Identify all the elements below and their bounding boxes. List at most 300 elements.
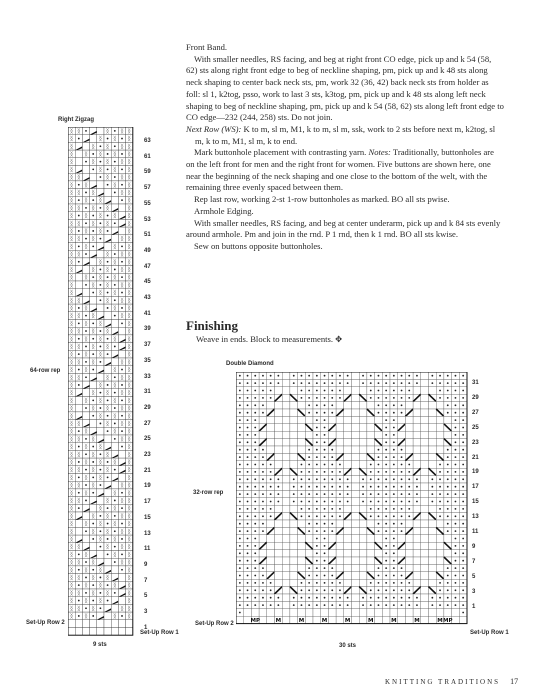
purl-dot (462, 604, 464, 606)
purl-dot (431, 478, 433, 480)
chart-cell (421, 483, 429, 490)
purl-dot (114, 130, 116, 132)
purl-dot (331, 404, 333, 406)
twisted-stitch-symbol: ᛝ (69, 443, 74, 451)
double-diamond-chart (236, 372, 468, 642)
buttonhole-paragraph (186, 147, 504, 194)
twisted-stitch-symbol: ᛝ (112, 613, 117, 620)
purl-dot (324, 404, 326, 406)
chart-cell (421, 520, 429, 527)
purl-dot (262, 582, 264, 584)
chart-cell (352, 476, 360, 483)
purl-dot (347, 375, 349, 377)
purl-dot (114, 515, 116, 517)
row-number: 9 (144, 561, 148, 568)
row-number: 55 (144, 200, 151, 207)
chart-cell (459, 616, 467, 623)
chart-cell (429, 542, 437, 549)
purl-dot (107, 476, 109, 478)
twisted-stitch-symbol: ᛝ (112, 505, 117, 513)
twisted-stitch-symbol: ᛝ (69, 343, 74, 351)
chart-cell (282, 372, 290, 379)
chart-cell (398, 416, 406, 423)
purl-dot (455, 456, 457, 458)
purl-dot (378, 567, 380, 569)
purl-dot (401, 575, 403, 577)
purl-dot (107, 338, 109, 340)
twisted-stitch-symbol: ᛝ (112, 489, 117, 497)
purl-dot (107, 292, 109, 294)
purl-dot (431, 597, 433, 599)
purl-dot (239, 375, 241, 377)
chart-cell (405, 616, 413, 623)
chart-cell (421, 490, 429, 497)
twisted-stitch-symbol: ᛝ (127, 143, 132, 151)
twisted-stitch-symbol: ᛝ (69, 566, 74, 574)
purl-dot (324, 560, 326, 562)
purl-dot (385, 390, 387, 392)
purl-dot (114, 315, 116, 317)
purl-dot (370, 375, 372, 377)
purl-dot (455, 471, 457, 473)
twisted-stitch-symbol: ᛝ (69, 166, 74, 174)
twisted-stitch-symbol: ᛝ (105, 466, 110, 474)
diamond-rep-label: 32-row rep (193, 490, 224, 496)
purl-dot (247, 552, 249, 554)
purl-dot (254, 412, 256, 414)
twisted-stitch-symbol: ᛝ (69, 451, 74, 459)
purl-dot (408, 471, 410, 473)
chart-cell (344, 557, 352, 564)
twisted-stitch-symbol: ᛝ (76, 574, 81, 582)
twisted-stitch-symbol: ᛝ (76, 374, 81, 382)
purl-dot (78, 553, 80, 555)
twisted-stitch-symbol: ᛝ (69, 389, 74, 397)
page-number: 17 (510, 677, 519, 686)
chart-cell (429, 579, 437, 586)
chart-cell (352, 372, 360, 379)
twisted-stitch-symbol: ᛝ (127, 166, 132, 174)
purl-dot (401, 493, 403, 495)
purl-dot (262, 375, 264, 377)
chart-cell (429, 387, 437, 394)
purl-dot (408, 486, 410, 488)
chart-cell (282, 594, 290, 601)
twisted-stitch-symbol: ᛝ (105, 174, 110, 182)
purl-dot (385, 375, 387, 377)
purl-dot (78, 384, 80, 386)
chart-cell (97, 127, 104, 135)
chart-cell (352, 468, 360, 475)
twisted-stitch-symbol: ᛝ (105, 405, 110, 413)
purl-dot (247, 419, 249, 421)
chart-cell (336, 542, 344, 549)
twisted-stitch-symbol: ᛝ (127, 358, 132, 366)
twisted-stitch-symbol: ᛝ (127, 174, 132, 182)
chart-cell (298, 446, 306, 453)
twisted-stitch-symbol: ᛝ (120, 281, 124, 289)
twisted-stitch-symbol: ᛝ (69, 228, 74, 235)
chart-cell (305, 609, 313, 616)
purl-dot (100, 392, 102, 394)
twisted-stitch-symbol: ᛝ (69, 466, 74, 474)
purl-dot (293, 597, 295, 599)
chart-cell (275, 409, 283, 416)
purl-dot (308, 501, 310, 503)
row-number: 9 (472, 543, 476, 550)
chart-cell (436, 416, 444, 423)
chart-cell (290, 616, 298, 623)
purl-dot (121, 245, 123, 247)
purl-dot (293, 486, 295, 488)
twisted-stitch-symbol: ᛝ (98, 151, 103, 158)
twisted-stitch-symbol: ᛝ (69, 405, 74, 413)
purl-dot (455, 538, 457, 540)
purl-dot (308, 582, 310, 584)
row-number: 63 (144, 138, 151, 144)
purl-dot (254, 464, 256, 466)
chart-cell (290, 579, 298, 586)
purl-dot (347, 597, 349, 599)
twisted-stitch-symbol: ᛝ (91, 343, 96, 351)
purl-dot (100, 346, 102, 348)
twisted-stitch-symbol: ᛝ (91, 235, 96, 243)
chart-cell (390, 609, 398, 616)
twisted-stitch-symbol: ᛝ (127, 389, 132, 397)
twisted-stitch-symbol: ᛝ (69, 597, 74, 605)
purl-dot (439, 486, 441, 488)
purl-dot (92, 523, 94, 525)
chart-cell (336, 564, 344, 571)
twisted-stitch-symbol: ᛝ (69, 204, 74, 212)
chart-cell (282, 431, 290, 438)
purl-dot (401, 582, 403, 584)
purl-dot (316, 515, 318, 517)
row-number: 25 (472, 424, 479, 431)
chart-cell (97, 620, 104, 628)
purl-dot (92, 492, 94, 494)
purl-dot (331, 486, 333, 488)
chart-cell (282, 550, 290, 557)
purl-dot (270, 471, 272, 473)
twisted-stitch-symbol: ᛝ (98, 289, 103, 297)
purl-dot (362, 604, 364, 606)
chart-cell (367, 542, 375, 549)
row-number: 45 (144, 279, 151, 286)
purl-dot (239, 486, 241, 488)
purl-dot (462, 449, 464, 451)
purl-dot (85, 315, 87, 317)
twisted-stitch-symbol: ᛝ (69, 251, 74, 259)
chart-cell (421, 513, 429, 520)
purl-dot (455, 575, 457, 577)
purl-dot (247, 404, 249, 406)
chart-cell (282, 446, 290, 453)
purl-dot (401, 523, 403, 525)
purl-dot (439, 478, 441, 480)
chart-cell (90, 420, 97, 428)
purl-dot (114, 299, 116, 301)
chart-cell (97, 497, 104, 505)
chart-cell (413, 453, 421, 460)
purl-dot (324, 552, 326, 554)
purl-dot (301, 464, 303, 466)
purl-dot (447, 449, 449, 451)
purl-dot (247, 523, 249, 525)
chart-cell (90, 620, 97, 628)
chart-cell (421, 402, 429, 409)
purl-dot (393, 523, 395, 525)
twisted-stitch-symbol: ᛝ (76, 482, 81, 490)
chart-cell (344, 535, 352, 542)
twisted-stitch-symbol: ᛝ (98, 382, 103, 389)
twisted-stitch-symbol: ᛝ (76, 174, 81, 182)
purl-dot (385, 427, 387, 429)
chart-cell (359, 579, 367, 586)
chart-cell (344, 387, 352, 394)
chart-cell (413, 409, 421, 416)
purl-dot (362, 478, 364, 480)
purl-dot (416, 486, 418, 488)
twisted-stitch-symbol: ᛝ (127, 520, 132, 528)
chart-cell (104, 312, 111, 320)
purl-dot (455, 523, 457, 525)
twisted-stitch-symbol: ᛝ (76, 297, 81, 305)
chart-cell (282, 616, 290, 623)
purl-dot (316, 412, 318, 414)
purl-dot (262, 456, 264, 458)
purl-dot (385, 508, 387, 510)
chart-cell (336, 431, 344, 438)
chart-cell (290, 416, 298, 423)
chart-cell (421, 505, 429, 512)
purl-dot (301, 397, 303, 399)
purl-dot (401, 567, 403, 569)
purl-dot (100, 515, 102, 517)
purl-dot (262, 515, 264, 517)
purl-dot (247, 412, 249, 414)
chart-cell (421, 572, 429, 579)
twisted-stitch-symbol: ᛝ (69, 505, 74, 513)
chart-cell (282, 513, 290, 520)
purl-dot (85, 438, 87, 440)
twisted-stitch-symbol: ᛝ (127, 435, 132, 443)
twisted-stitch-symbol: ᛝ (98, 228, 103, 235)
twisted-stitch-symbol: ᛝ (69, 320, 74, 328)
purl-dot (301, 582, 303, 584)
twisted-stitch-symbol: ᛝ (91, 158, 96, 166)
purl-dot (462, 582, 464, 584)
right-zigzag-chart (68, 127, 134, 639)
chart-cell (375, 550, 383, 557)
chart-cell (436, 609, 444, 616)
twisted-stitch-symbol: ᛝ (84, 443, 88, 451)
purl-dot (78, 353, 80, 355)
chart-cell (344, 572, 352, 579)
purl-dot (447, 597, 449, 599)
twisted-stitch-symbol: ᛝ (105, 204, 110, 212)
purl-dot (408, 390, 410, 392)
purl-dot (254, 545, 256, 547)
purl-dot (254, 382, 256, 384)
purl-dot (270, 604, 272, 606)
purl-dot (339, 397, 341, 399)
twisted-stitch-symbol: ᛝ (112, 459, 117, 466)
twisted-stitch-symbol: ᛝ (69, 536, 74, 543)
make-stitch-symbol: M (344, 618, 351, 624)
purl-dot (85, 361, 87, 363)
purl-dot (331, 501, 333, 503)
purl-dot (462, 538, 464, 540)
purl-dot (316, 404, 318, 406)
purl-dot (324, 375, 326, 377)
purl-dot (107, 415, 109, 417)
chart-cell (298, 424, 306, 431)
purl-dot (78, 369, 80, 371)
purl-dot (339, 390, 341, 392)
purl-dot (447, 464, 449, 466)
twisted-stitch-symbol: ᛝ (98, 258, 103, 266)
purl-dot (301, 515, 303, 517)
twisted-stitch-symbol: ᛝ (98, 566, 103, 574)
purl-dot (239, 552, 241, 554)
chart-cell (111, 481, 118, 489)
row-number: 41 (144, 310, 151, 317)
purl-dot (339, 501, 341, 503)
purl-dot (455, 397, 457, 399)
purl-dot (239, 382, 241, 384)
purl-dot (85, 469, 87, 471)
chart-cell (421, 446, 429, 453)
chart-cell (436, 431, 444, 438)
chart-cell (421, 557, 429, 564)
twisted-stitch-symbol: ᛝ (69, 351, 74, 359)
purl-dot (254, 582, 256, 584)
purl-dot (85, 253, 87, 255)
purl-dot (100, 530, 102, 532)
chart-cell (282, 424, 290, 431)
purl-dot (455, 515, 457, 517)
twisted-stitch-symbol: ᛝ (76, 312, 81, 320)
purl-dot (121, 261, 123, 263)
purl-dot (331, 523, 333, 525)
purl-dot (324, 582, 326, 584)
purl-dot (439, 508, 441, 510)
purl-dot (408, 508, 410, 510)
purl-dot (331, 493, 333, 495)
purl-dot (239, 493, 241, 495)
purl-dot (447, 390, 449, 392)
row-number: 1 (144, 624, 148, 631)
twisted-stitch-symbol: ᛝ (127, 505, 132, 513)
purl-dot (416, 478, 418, 480)
purl-dot (85, 607, 87, 609)
chart-cell (359, 535, 367, 542)
chart-cell (344, 439, 352, 446)
chart-cell (82, 142, 89, 150)
chart-cell (104, 620, 111, 628)
purl-dot (439, 493, 441, 495)
purl-dot (100, 284, 102, 286)
chart-cell (111, 196, 118, 204)
twisted-stitch-symbol: ᛝ (127, 420, 132, 428)
chart-cell (436, 446, 444, 453)
chart-cell (328, 550, 336, 557)
purl-dot (401, 382, 403, 384)
twisted-stitch-symbol: ᛝ (98, 197, 103, 205)
purl-dot (262, 597, 264, 599)
chart-cell (282, 483, 290, 490)
chart-cell (267, 402, 275, 409)
chart-cell (344, 402, 352, 409)
purl-dot (385, 523, 387, 525)
twisted-stitch-symbol: ᛝ (98, 397, 103, 405)
purl-dot (385, 382, 387, 384)
chart-cell (267, 431, 275, 438)
purl-dot (92, 584, 94, 586)
chart-cell (421, 527, 429, 534)
chart-cell (290, 446, 298, 453)
purl-dot (254, 434, 256, 436)
twisted-stitch-symbol: ᛝ (98, 520, 103, 528)
chart-cell (367, 439, 375, 446)
twisted-stitch-symbol: ᛝ (69, 174, 74, 182)
purl-dot (408, 375, 410, 377)
chart-cell (336, 535, 344, 542)
purl-dot (324, 538, 326, 540)
purl-dot (393, 597, 395, 599)
chart-cell (429, 609, 437, 616)
twisted-stitch-symbol: ᛝ (120, 528, 124, 536)
chart-cell (398, 535, 406, 542)
twisted-stitch-symbol: ᛝ (84, 197, 88, 205)
purl-dot (308, 375, 310, 377)
chart-cell (111, 628, 118, 636)
twisted-stitch-symbol: ᛝ (127, 459, 132, 466)
twisted-stitch-symbol: ᛝ (120, 127, 124, 135)
purl-dot (107, 353, 109, 355)
purl-dot (393, 560, 395, 562)
purl-dot (239, 427, 241, 429)
chart-cell (290, 439, 298, 446)
chart-cell (118, 327, 125, 335)
purl-dot (254, 375, 256, 377)
make-stitch-symbol: M (275, 618, 282, 624)
purl-dot (100, 423, 102, 425)
purl-dot (293, 604, 295, 606)
twisted-stitch-symbol: ᛝ (69, 574, 74, 582)
twisted-stitch-symbol: ᛝ (76, 466, 81, 474)
purl-dot (100, 161, 102, 163)
purl-dot (100, 546, 102, 548)
chart-cell (352, 557, 360, 564)
twisted-stitch-symbol: ᛝ (76, 605, 81, 613)
chart-cell (275, 564, 283, 571)
buttonhole-text: Traditionally, buttonholes are on the left front for men and the right front for women. Five buttons are shown here, one near the beginning of the neck shaping and one close to the bottom of the welt, with the remaining three evenly spaced between them. (186, 147, 494, 193)
purl-dot (247, 471, 249, 473)
chart-cell (82, 289, 89, 297)
purl-dot (100, 238, 102, 240)
chart-cell (298, 402, 306, 409)
purl-dot (393, 575, 395, 577)
twisted-stitch-symbol: ᛝ (91, 312, 96, 320)
purl-dot (316, 545, 318, 547)
purl-dot (254, 471, 256, 473)
purl-dot (378, 449, 380, 451)
chart-cell (444, 550, 452, 557)
purl-dot (100, 469, 102, 471)
purl-dot (462, 412, 464, 414)
